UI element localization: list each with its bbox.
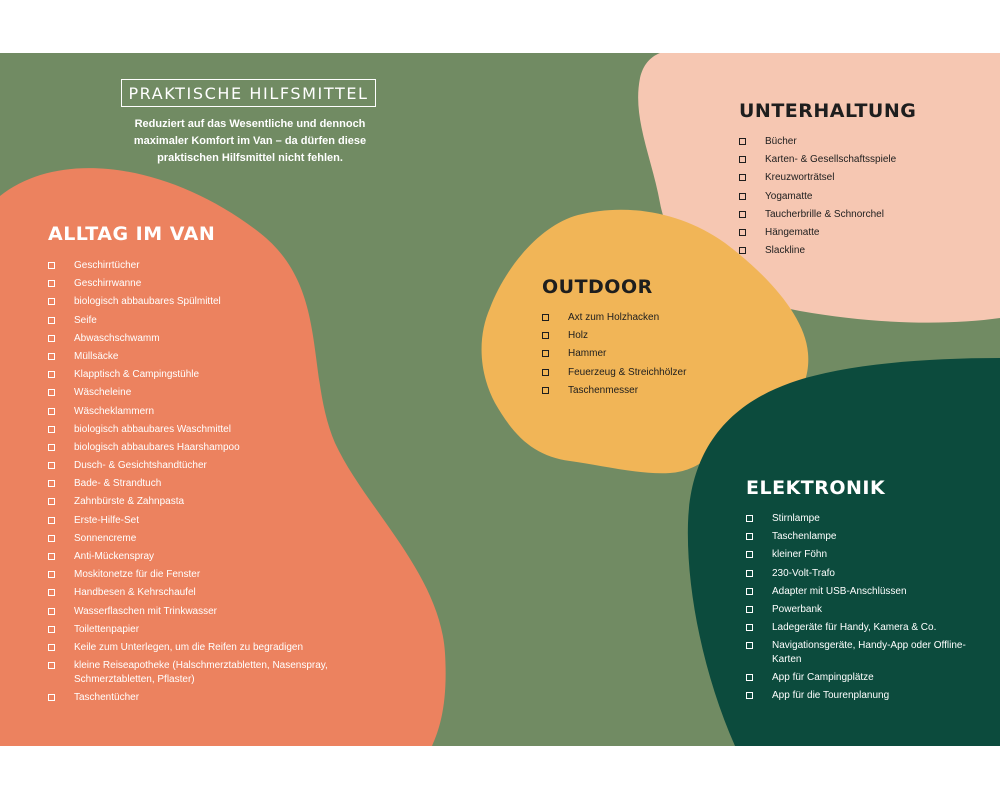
checklist-item — [746, 689, 986, 703]
checklist-item — [739, 135, 959, 149]
checkbox-icon[interactable] — [542, 387, 549, 394]
checkbox-icon[interactable] — [739, 174, 746, 181]
checkbox-icon[interactable] — [739, 156, 746, 163]
checklist — [746, 512, 986, 703]
checklist-item-label: Taschenmesser — [568, 384, 639, 396]
checkbox-icon[interactable] — [739, 229, 746, 236]
checklist-item — [48, 568, 338, 582]
section-title: ELEKTRONIK — [746, 477, 886, 499]
section-title: UNTERHALTUNG — [739, 100, 917, 122]
checklist-item-label: 230-Volt-Trafo — [772, 567, 835, 579]
checkbox-icon[interactable] — [739, 247, 746, 254]
checkbox-icon[interactable] — [48, 353, 55, 360]
checklist-item-label: Müllsäcke — [74, 350, 119, 362]
section-elektronik — [746, 477, 986, 707]
checkbox-icon[interactable] — [48, 317, 55, 324]
checklist-item — [542, 384, 762, 398]
checkbox-icon[interactable] — [739, 193, 746, 200]
checklist-item-label: Bücher — [765, 136, 797, 147]
checklist-item — [48, 295, 338, 309]
section-unterhaltung — [739, 100, 959, 262]
checklist-item-label: Kreuzworträtsel — [765, 172, 835, 184]
checklist-item-label: Moskitonetze für die Fenster — [74, 569, 201, 581]
checklist-item — [48, 691, 338, 705]
checkbox-icon[interactable] — [48, 571, 55, 578]
checklist-item — [746, 530, 986, 544]
checkbox-icon[interactable] — [739, 211, 746, 218]
checkbox-icon[interactable] — [48, 462, 55, 469]
checkbox-icon[interactable] — [746, 692, 753, 699]
section-outdoor — [542, 276, 762, 402]
checkbox-icon[interactable] — [746, 624, 753, 631]
checklist-item — [48, 532, 338, 546]
checklist-item-label: App für Campingplätze — [772, 672, 874, 683]
checklist-item-label: Hammer — [568, 348, 607, 360]
checklist-item-label: Wäscheklammern — [74, 405, 155, 417]
checkbox-icon[interactable] — [746, 674, 753, 681]
checklist-item-label: Klapptisch & Campingstühle — [74, 369, 200, 381]
checklist-item-label: Taschenlampe — [772, 531, 837, 543]
checkbox-icon[interactable] — [48, 589, 55, 596]
checklist-item-label: Bade- & Strandtuch — [74, 478, 162, 490]
checkbox-icon[interactable] — [48, 371, 55, 378]
checklist-item-label: Taucherbrille & Schnorchel — [765, 208, 884, 220]
checkbox-icon[interactable] — [48, 408, 55, 415]
checklist-item — [48, 259, 338, 273]
checklist-item-label: Dusch- & Gesichtshandtücher — [74, 460, 207, 472]
checklist-item — [48, 477, 338, 491]
checklist-item-label: biologisch abbaubares Spülmittel — [74, 296, 221, 308]
checklist-item-label: Zahnbürste & Zahnpasta — [74, 496, 185, 508]
checklist-item — [48, 495, 338, 509]
checklist-item-label: Handbesen & Kehrschaufel — [74, 587, 196, 599]
checklist-item — [542, 329, 762, 343]
checkbox-icon[interactable] — [542, 332, 549, 339]
checkbox-icon[interactable] — [48, 335, 55, 342]
checklist — [48, 259, 338, 704]
checklist-item — [48, 332, 338, 346]
checklist-item — [48, 350, 338, 364]
checklist-item-label: Geschirrtücher — [74, 260, 140, 271]
checklist-item — [542, 311, 762, 325]
checklist-item — [746, 639, 986, 666]
checklist-item — [48, 605, 338, 619]
checkbox-icon[interactable] — [48, 694, 55, 701]
checkbox-icon[interactable] — [48, 517, 55, 524]
checkbox-icon[interactable] — [48, 535, 55, 542]
checkbox-icon[interactable] — [542, 369, 549, 376]
checklist-item — [48, 405, 338, 419]
checklist-item — [48, 441, 338, 455]
checklist-item-label: Slackline — [765, 245, 806, 257]
checklist-item-label: biologisch abbaubares Waschmittel — [74, 423, 231, 435]
checklist-item-label: biologisch abbaubares Haarshampoo — [74, 441, 240, 453]
checklist-item-label: Sonnencreme — [74, 532, 137, 544]
checklist-item-label: kleiner Föhn — [772, 549, 828, 561]
checklist-item — [746, 621, 986, 635]
checkbox-icon[interactable] — [48, 662, 55, 669]
section-title: OUTDOOR — [542, 276, 653, 298]
checkbox-icon[interactable] — [746, 515, 753, 522]
checklist-item-label: Wäscheleine — [74, 387, 132, 399]
checklist-item-label: Yogamatte — [765, 190, 813, 202]
checklist-item-label: Seife — [74, 314, 97, 326]
checklist-item-label: Axt zum Holzhacken — [568, 312, 660, 323]
checkbox-icon[interactable] — [48, 480, 55, 487]
checklist-item-label: Stirnlampe — [772, 513, 820, 524]
checklist-item-label: Navigationsgeräte, Handy-App oder Offline-Karten — [772, 640, 966, 665]
checklist-item — [746, 671, 986, 685]
checkbox-icon[interactable] — [48, 553, 55, 560]
page-subtitle: Reduziert auf das Wesentliche und dennoch maximaler Komfort im Van – da dürfen diese praktischen Hilfsmittel nicht fehlen. — [133, 118, 367, 164]
checklist-item — [739, 171, 959, 185]
section-alltag — [48, 223, 338, 709]
checkbox-icon[interactable] — [48, 444, 55, 451]
checklist-item-label: Abwaschschwamm — [74, 332, 160, 344]
checkbox-icon[interactable] — [542, 314, 549, 321]
checklist-item-label: Erste-Hilfe-Set — [74, 514, 140, 526]
checklist-page — [0, 53, 1000, 746]
checklist-item — [48, 314, 338, 328]
checkbox-icon[interactable] — [48, 389, 55, 396]
checklist-item — [542, 366, 762, 380]
checklist-item — [739, 208, 959, 222]
checklist-item — [48, 277, 338, 291]
checklist-item-label: Ladegeräte für Handy, Kamera & Co. — [772, 622, 937, 634]
checkbox-icon[interactable] — [746, 570, 753, 577]
checklist-item-label: Hängematte — [765, 226, 820, 238]
checklist-item — [746, 512, 986, 526]
checklist-item-label: Toilettenpapier — [74, 623, 140, 635]
checklist-item — [542, 347, 762, 361]
checklist-item — [48, 368, 338, 382]
checklist-item — [739, 244, 959, 258]
checklist — [542, 311, 762, 397]
checklist-item-label: App für die Tourenplanung — [772, 690, 890, 702]
checklist — [739, 135, 959, 258]
checklist-item — [48, 423, 338, 437]
checklist-item — [48, 459, 338, 473]
checklist-item — [48, 659, 338, 686]
checkbox-icon[interactable] — [48, 644, 55, 651]
checklist-item-label: Anti-Mückenspray — [74, 551, 155, 562]
checklist-item — [739, 226, 959, 240]
checklist-item — [48, 623, 338, 637]
checklist-item-label: Powerbank — [772, 603, 823, 615]
section-title: ALLTAG IM VAN — [48, 223, 216, 245]
checklist-item — [48, 641, 338, 655]
checklist-item — [746, 548, 986, 562]
checkbox-icon[interactable] — [48, 298, 55, 305]
checklist-item — [739, 190, 959, 204]
checkbox-icon[interactable] — [746, 606, 753, 613]
checklist-item-label: kleine Reiseapotheke (Halschmerztabletten, Nasenspray, Schmerztabletten, Pflaster) — [74, 660, 328, 685]
checklist-item-label: Taschentücher — [74, 691, 140, 703]
checklist-item-label: Adapter mit USB-Anschlüssen — [772, 585, 907, 597]
checklist-item — [48, 550, 338, 564]
checkbox-icon[interactable] — [48, 280, 55, 287]
checkbox-icon[interactable] — [48, 262, 55, 269]
checklist-item — [48, 514, 338, 528]
checkbox-icon[interactable] — [48, 426, 55, 433]
checklist-item-label: Keile zum Unterlegen, um die Reifen zu begradigen — [74, 641, 304, 653]
checklist-item-label: Geschirrwanne — [74, 278, 142, 290]
checkbox-icon[interactable] — [739, 138, 746, 145]
checkbox-icon[interactable] — [48, 498, 55, 505]
checklist-item-label: Feuerzeug & Streichhölzer — [568, 366, 687, 378]
checklist-item — [746, 603, 986, 617]
checkbox-icon[interactable] — [48, 608, 55, 615]
checklist-item — [48, 386, 338, 400]
checklist-item-label: Wasserflaschen mit Trinkwasser — [74, 605, 217, 617]
checkbox-icon[interactable] — [746, 533, 753, 540]
checkbox-icon[interactable] — [746, 588, 753, 595]
checkbox-icon[interactable] — [746, 642, 753, 649]
checklist-item — [746, 585, 986, 599]
checkbox-icon[interactable] — [542, 350, 549, 357]
checklist-item — [48, 586, 338, 600]
checkbox-icon[interactable] — [48, 626, 55, 633]
checklist-item-label: Holz — [568, 330, 589, 342]
checklist-item — [739, 153, 959, 167]
checklist-item-label: Karten- & Gesellschaftsspiele — [765, 154, 897, 166]
checklist-item — [746, 567, 986, 581]
page-title: PRAKTISCHE HILFSMITTEL — [121, 79, 376, 107]
checkbox-icon[interactable] — [746, 551, 753, 558]
